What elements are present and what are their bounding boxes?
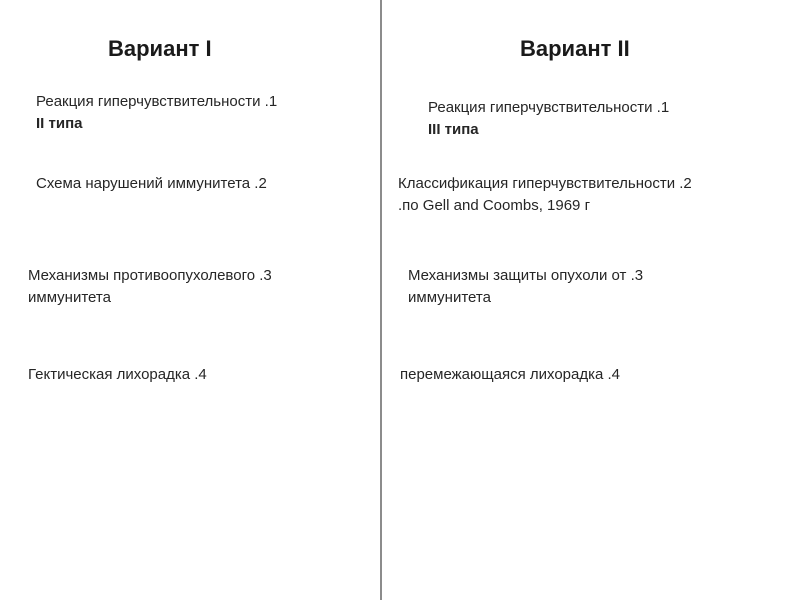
variant-1-item-3-subtext: иммунитета bbox=[28, 289, 111, 306]
variant-2-item-1-text: Реакция гиперчувствительности .1 bbox=[428, 99, 670, 116]
variant-2-title: Вариант II bbox=[520, 36, 630, 61]
variant-1-item-4-text: Гектическая лихорадка .4 bbox=[28, 366, 207, 383]
column-divider bbox=[380, 0, 382, 600]
variant-2-item-3-text: Механизмы защиты опухоли от .3 bbox=[408, 267, 644, 284]
variant-2-item-4-text: перемежающаяся лихорадка .4 bbox=[400, 366, 621, 383]
variant-1-item-3 bbox=[28, 265, 272, 309]
variant-2-item-4 bbox=[400, 364, 620, 386]
variant-2-item-2 bbox=[398, 173, 692, 217]
variant-2-item-1-subtext: III типа bbox=[428, 121, 479, 138]
variant-2-item-2-text: Классификация гиперчувствительности .2 bbox=[398, 175, 692, 192]
variant-1-item-4 bbox=[28, 364, 207, 386]
variant-1-item-3-text: Механизмы противоопухолевого .3 bbox=[28, 267, 272, 284]
variant-2-item-3-subtext: иммунитета bbox=[408, 289, 491, 306]
variant-2-item-2-subtext: .по Gell and Coombs, 1969 г bbox=[398, 197, 591, 214]
variant-1-item-1 bbox=[36, 91, 277, 135]
variant-1-item-2-text: Схема нарушений иммунитета .2 bbox=[36, 175, 267, 192]
variant-1-title: Вариант I bbox=[108, 36, 212, 61]
variant-2-item-1 bbox=[428, 97, 669, 141]
variant-1-item-2 bbox=[36, 173, 267, 195]
variant-1-item-1-text: Реакция гиперчувствительности .1 bbox=[36, 93, 278, 110]
variant-2-item-3 bbox=[408, 265, 643, 309]
variant-1-item-1-subtext: II типа bbox=[36, 115, 83, 132]
